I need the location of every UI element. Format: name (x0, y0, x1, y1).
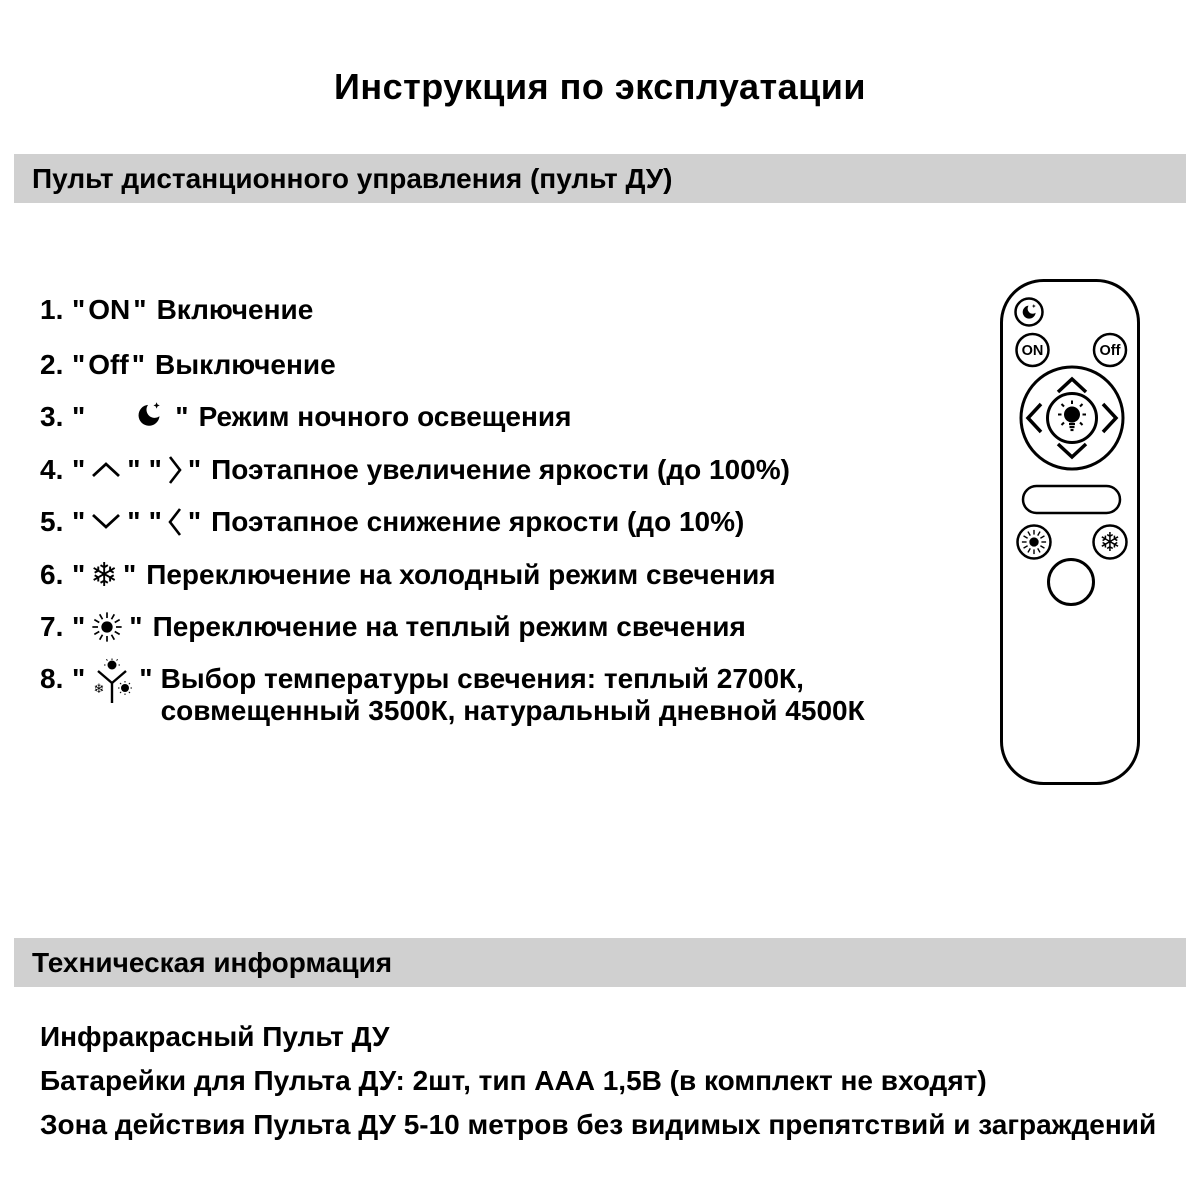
tech-section-header-bar (14, 938, 1186, 987)
tech-section-header: Техническая информация (32, 946, 393, 978)
list-item (40, 400, 571, 433)
quote-mark: " (72, 453, 86, 485)
item-label: Включение (156, 293, 314, 325)
remote-illustration (1000, 279, 1140, 785)
item-label: Поэтапное снижение яркости (до 10%) (211, 505, 745, 537)
remote-warm-button (1018, 526, 1051, 559)
snowflake-icon: ❄ (1099, 528, 1121, 558)
item-number: 3. (40, 400, 64, 432)
remote-section-header: Пульт дистанционного управления (пульт ДУ) (32, 162, 673, 194)
list-item (40, 505, 744, 538)
angle-right-icon (167, 455, 183, 485)
list-item (40, 293, 313, 326)
quote-mark: " (175, 400, 189, 432)
remote-section-header-bar (14, 154, 1186, 203)
list-item (40, 453, 790, 486)
quote-mark: " (139, 663, 153, 694)
item-number: 7. (40, 610, 64, 642)
chevron-up-icon (90, 461, 122, 478)
quote-mark: " (187, 453, 202, 485)
angle-left-icon (167, 507, 183, 537)
quote-mark: " (72, 558, 86, 590)
quote-mark: " (129, 610, 143, 642)
item-number: 1. (40, 293, 64, 325)
item-number: 2. (40, 348, 64, 380)
quote-mark: " (72, 610, 86, 642)
quote-mark: " (127, 453, 141, 485)
item-label-line1: Выбор температуры свечения: теплый 2700К, (160, 663, 804, 694)
remote-off-label: Off (1099, 343, 1121, 359)
quote-mark: " (72, 400, 86, 432)
item-number: 4. (40, 453, 64, 485)
quote-mark: " (127, 505, 141, 537)
item-label (161, 663, 865, 727)
item-number: 5. (40, 505, 64, 537)
quote-mark: " (72, 505, 86, 537)
quote-mark: " (187, 505, 202, 537)
on-button-label: ON (88, 293, 131, 325)
item-number: 6. (40, 558, 64, 590)
quote-mark: " (72, 348, 86, 380)
moon-icon (135, 401, 163, 432)
tech-info-line: Инфракрасный Пульт ДУ (40, 1021, 390, 1052)
item-label-line2: совмещенный 3500К, натуральный дневной 4500К (160, 695, 865, 726)
item-label: Поэтапное увеличение яркости (до 100%) (211, 453, 790, 485)
item-label: Переключение на холодный режим свечения (146, 558, 776, 590)
list-item (40, 348, 336, 381)
item-number: 8. (40, 663, 64, 694)
quote-mark: " (72, 663, 86, 694)
remote-on-label: ON (1021, 343, 1044, 359)
list-item (40, 663, 865, 727)
tech-info-line: Зона действия Пульта ДУ 5-10 метров без видимых препятствий и заграждений (40, 1109, 1157, 1140)
quote-mark: " (148, 505, 162, 537)
quote-mark: " (148, 453, 162, 485)
quote-mark: " (133, 293, 147, 325)
tech-info-line: Батарейки для Пульта ДУ: 2шт, тип ААА 1,5В (в комплект не входят) (40, 1065, 987, 1096)
quote-mark: " (122, 558, 137, 590)
snowflake-icon: ❄ (90, 555, 118, 594)
page-title: Инструкция по эксплуатации (333, 66, 867, 107)
list-item (40, 610, 746, 643)
off-button-label: Off (88, 348, 129, 380)
chevron-down-icon (90, 513, 122, 530)
list-item (40, 555, 776, 594)
sun-icon (90, 610, 124, 644)
item-label: Выключение (155, 348, 336, 380)
item-label: Переключение на теплый режим свечения (152, 610, 746, 642)
quote-mark: " (131, 348, 145, 380)
quote-mark: " (72, 293, 86, 325)
item-label: Режим ночного освещения (198, 400, 572, 432)
temp-select-icon (90, 657, 134, 705)
